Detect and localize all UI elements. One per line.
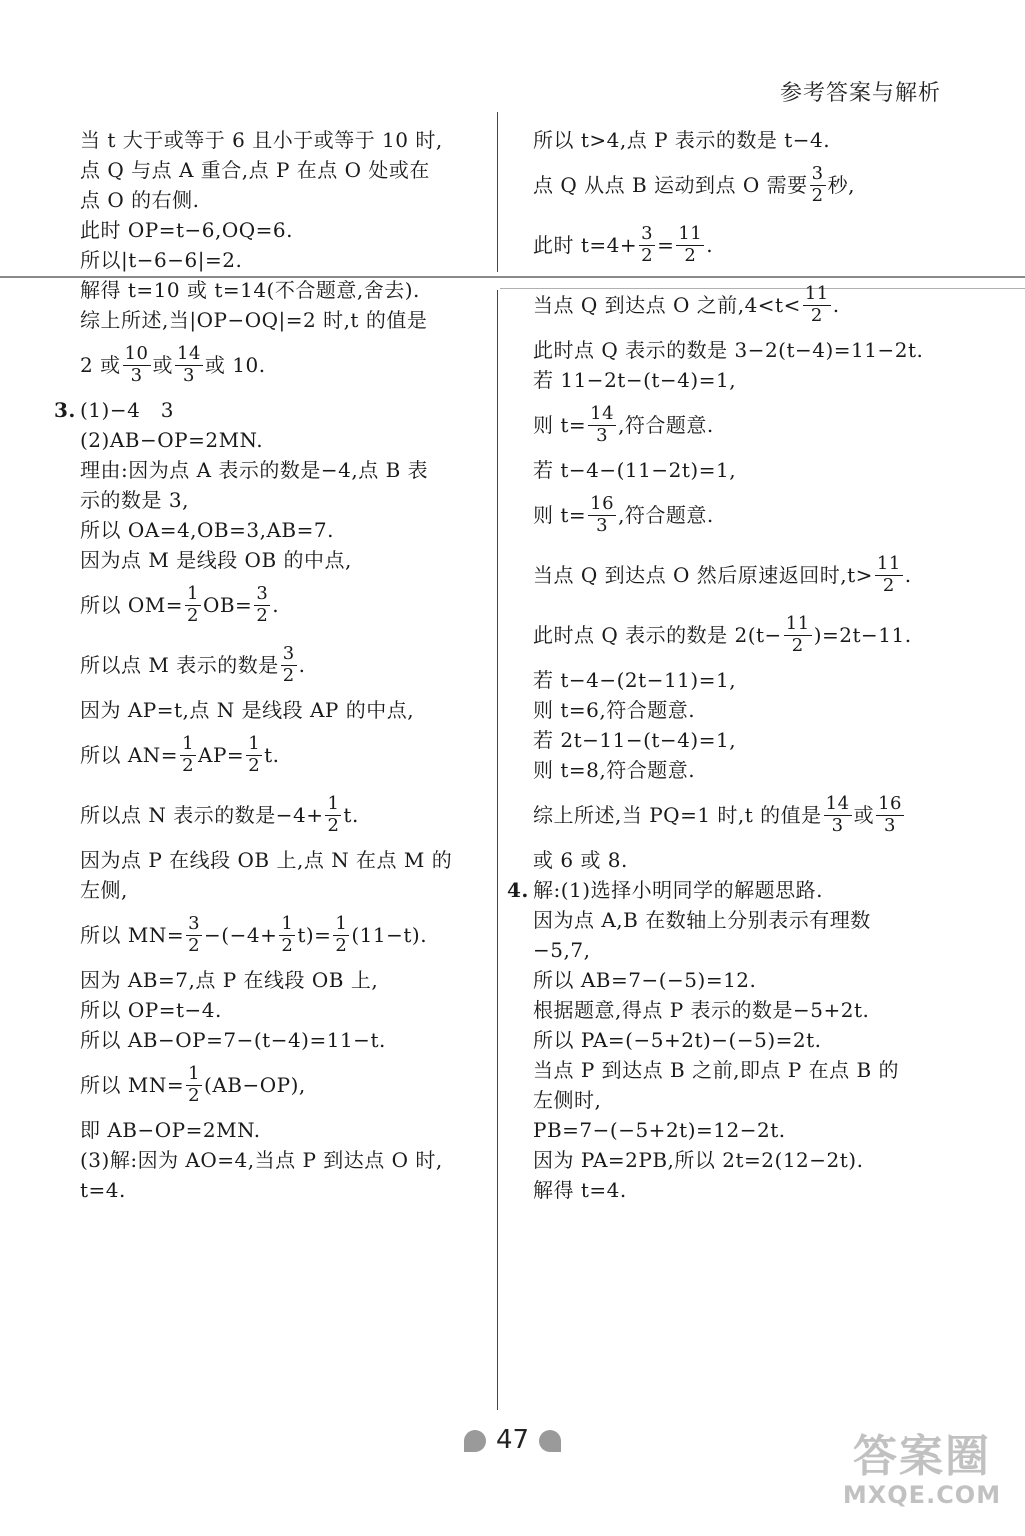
- answer-line: [533, 665, 953, 695]
- answer-line: [80, 725, 490, 785]
- fraction: [185, 584, 201, 626]
- line-text: 或: [853, 803, 875, 827]
- fraction: [175, 344, 203, 386]
- answer-line: [80, 965, 490, 995]
- fraction-denominator: 2: [188, 934, 201, 956]
- fraction-numerator: 1: [188, 1062, 201, 1084]
- answer-line: [533, 995, 953, 1025]
- line-text: 因为 AP=t,点 N 是线段 AP 的中点,: [80, 698, 415, 722]
- line-text: t.: [343, 803, 359, 827]
- answer-line: [80, 485, 490, 515]
- answer-line: [533, 155, 953, 215]
- answer-line: [533, 935, 953, 965]
- line-text: 则 t=: [533, 413, 587, 437]
- line-text: 因为 AB=7,点 P 在线段 OB 上,: [80, 968, 379, 992]
- answer-line: [533, 125, 953, 155]
- line-text: 因为 PA=2PB,所以 2t=2(12−2t).: [533, 1148, 864, 1172]
- fraction-denominator: 2: [327, 814, 340, 836]
- fraction: [588, 404, 616, 446]
- answer-line: [533, 965, 953, 995]
- line-text: 所以 OP=t−4.: [80, 998, 222, 1022]
- line-text: 若 2t−11−(t−4)=1,: [533, 728, 737, 752]
- fraction: [676, 224, 704, 266]
- watermark-bottom: MXQE.COM: [842, 1481, 1002, 1510]
- fraction-numerator: 11: [785, 612, 810, 634]
- fraction: [254, 584, 270, 626]
- fraction-numerator: 3: [188, 912, 201, 934]
- line-text: 或 6 或 8.: [533, 848, 628, 872]
- fraction-numerator: 1: [327, 792, 340, 814]
- answer-line: [533, 1145, 953, 1175]
- fraction: [246, 734, 262, 776]
- fraction: [784, 614, 812, 656]
- line-text: 所以点 M 表示的数是: [80, 653, 279, 677]
- answer-line: [80, 875, 490, 905]
- answer-line: [80, 905, 490, 965]
- page-number: 47: [495, 1425, 530, 1455]
- line-text: 则 t=: [533, 503, 587, 527]
- line-text: 所以 MN=: [80, 1073, 185, 1097]
- fraction-numerator: 10: [124, 342, 149, 364]
- line-text: .: [706, 233, 714, 257]
- answer-line: [80, 845, 490, 875]
- line-text: 所以 OA=4,OB=3,AB=7.: [80, 518, 334, 542]
- answer-line: [80, 1175, 490, 1205]
- answer-line: [80, 155, 490, 185]
- fraction-numerator: 14: [177, 342, 201, 364]
- line-text: (11−t).: [351, 923, 428, 947]
- fraction: [123, 344, 151, 386]
- answer-line: [533, 1055, 953, 1085]
- fraction-numerator: 14: [825, 792, 850, 814]
- fraction-numerator: 16: [590, 492, 615, 514]
- line-text: 左侧,: [80, 878, 128, 902]
- fraction: [588, 494, 616, 536]
- answer-line: [533, 545, 953, 605]
- line-text: 点 Q 从点 B 运动到点 O 需要: [533, 173, 808, 197]
- fraction: [325, 794, 341, 836]
- line-text: =: [657, 233, 675, 257]
- answer-line: [533, 1085, 953, 1115]
- line-text: 若 t−4−(11−2t)=1,: [533, 458, 737, 482]
- line-text: t.: [264, 743, 280, 767]
- fraction: [824, 794, 852, 836]
- line-text: 所以 PA=(−5+2t)−(−5)=2t.: [533, 1028, 822, 1052]
- answer-line: [507, 875, 953, 905]
- answer-line: [80, 575, 490, 635]
- answer-line: [80, 1145, 490, 1175]
- line-text: 综上所述,当|OP−OQ|=2 时,t 的值是: [80, 308, 428, 332]
- fraction: [180, 734, 196, 776]
- line-text: 此时 OP=t−6,OQ=6.: [80, 218, 293, 242]
- answer-line: [80, 1025, 490, 1055]
- line-text: PB=7−(−5+2t)=12−2t.: [533, 1118, 786, 1142]
- line-text: 或: [152, 353, 173, 377]
- fraction-denominator: 2: [882, 574, 895, 596]
- line-text: 因为点 A,B 在数轴上分别表示有理数: [533, 908, 871, 932]
- fraction: [803, 284, 831, 326]
- leaf-icon: [539, 1430, 561, 1452]
- fraction-denominator: 2: [248, 754, 261, 776]
- line-text: )=2t−11.: [813, 623, 912, 647]
- fraction-numerator: 11: [678, 222, 703, 244]
- fraction-numerator: 3: [811, 162, 824, 184]
- fraction-numerator: 1: [335, 912, 348, 934]
- right-column: [507, 125, 953, 1205]
- fraction-denominator: 2: [256, 604, 269, 626]
- answer-line: [533, 725, 953, 755]
- answer-line: [533, 365, 953, 395]
- answer-line: [80, 695, 490, 725]
- answer-line: [533, 695, 953, 725]
- fraction-denominator: 2: [684, 244, 697, 266]
- fraction-denominator: 2: [282, 664, 295, 686]
- line-text: 则 t=8,符合题意.: [533, 758, 696, 782]
- line-text: 解得 t=4.: [533, 1178, 627, 1202]
- line-text: (1)−4 3: [80, 398, 175, 422]
- line-text: 所以 AB=7−(−5)=12.: [533, 968, 757, 992]
- answer-line: [80, 455, 490, 485]
- line-text: t=4.: [80, 1178, 126, 1202]
- line-text: .: [272, 593, 280, 617]
- answer-line: [80, 1055, 490, 1115]
- line-text: 根据题意,得点 P 表示的数是−5+2t.: [533, 998, 870, 1022]
- fraction-numerator: 3: [641, 222, 654, 244]
- fraction-denominator: 2: [182, 754, 195, 776]
- line-text: 此时 t=4+: [533, 233, 638, 257]
- fraction-denominator: 3: [884, 814, 896, 836]
- line-text: (2)AB−OP=2MN.: [80, 428, 264, 452]
- line-text: 因为点 M 是线段 OB 的中点,: [80, 548, 352, 572]
- line-text: −5,7,: [533, 938, 591, 962]
- fraction-denominator: 3: [831, 814, 844, 836]
- line-text: 理由:因为点 A 表示的数是−4,点 B 表: [80, 458, 429, 482]
- fraction-denominator: 3: [182, 364, 195, 386]
- column-divider-lower: [497, 290, 498, 1410]
- fraction: [875, 554, 903, 596]
- fraction-denominator: 2: [791, 634, 804, 656]
- item-number: 3.: [54, 398, 76, 422]
- line-text: 当 t 大于或等于 6 且小于或等于 10 时,: [80, 128, 443, 152]
- fraction: [281, 644, 297, 686]
- line-text: 所以 OM=: [80, 593, 183, 617]
- fraction-denominator: 2: [187, 604, 199, 626]
- line-text: .: [904, 563, 912, 587]
- fraction: [186, 914, 202, 956]
- line-text: t)=: [297, 923, 332, 947]
- answer-line: [533, 1025, 953, 1055]
- watermark-logo: [833, 1433, 1011, 1528]
- line-text: 当点 Q 到达点 O 之前,4<t<: [533, 293, 801, 317]
- answer-line: [533, 455, 953, 485]
- answer-line: [80, 545, 490, 575]
- answer-line: [533, 785, 953, 845]
- line-text: 此时点 Q 表示的数是 3−2(t−4)=11−2t.: [533, 338, 924, 362]
- line-text: 所以 AN=: [80, 743, 179, 767]
- line-text: 2 或: [80, 353, 121, 377]
- line-text: 左侧时,: [533, 1088, 602, 1112]
- watermark-top: 答案圈: [853, 1431, 991, 1482]
- fraction-denominator: 2: [811, 184, 824, 206]
- answer-line: [533, 275, 953, 335]
- line-text: ,符合题意.: [618, 413, 714, 437]
- fraction: [279, 914, 295, 956]
- line-text: 因为点 P 在线段 OB 上,点 N 在点 M 的: [80, 848, 453, 872]
- item-number: 4.: [507, 878, 529, 902]
- fraction-numerator: 1: [187, 582, 199, 604]
- line-text: −(−4+: [204, 923, 278, 947]
- line-text: 解得 t=10 或 t=14(不合题意,舍去).: [80, 278, 420, 302]
- line-text: 当点 P 到达点 B 之前,即点 P 在点 B 的: [533, 1058, 900, 1082]
- answer-line: [80, 785, 490, 845]
- answer-line: [533, 335, 953, 365]
- answer-line: [533, 845, 953, 875]
- answer-line: [80, 185, 490, 215]
- fraction-numerator: 16: [878, 792, 902, 814]
- fraction-numerator: 1: [281, 912, 294, 934]
- line-text: 若 11−2t−(t−4)=1,: [533, 368, 737, 392]
- answer-line: [80, 515, 490, 545]
- line-text: 或 10.: [204, 353, 266, 377]
- answer-line: [533, 485, 953, 545]
- line-text: 示的数是 3,: [80, 488, 189, 512]
- fraction-denominator: 2: [641, 244, 654, 266]
- fraction-denominator: 2: [810, 304, 823, 326]
- line-text: (3)解:因为 AO=4,当点 P 到达点 O 时,: [80, 1148, 443, 1172]
- line-text: OB=: [202, 593, 253, 617]
- answer-line: [80, 215, 490, 245]
- line-text: 若 t−4−(2t−11)=1,: [533, 668, 737, 692]
- answer-line: [80, 995, 490, 1025]
- answer-line: [80, 425, 490, 455]
- fraction-numerator: 11: [876, 552, 901, 574]
- line-text: AP=: [198, 743, 245, 767]
- line-text: .: [832, 293, 840, 317]
- line-text: 即 AB−OP=2MN.: [80, 1118, 261, 1142]
- fraction-denominator: 2: [281, 934, 294, 956]
- fraction: [186, 1064, 202, 1106]
- line-text: 所以 MN=: [80, 923, 185, 947]
- left-column: [54, 125, 490, 1205]
- fraction: [333, 914, 349, 956]
- answer-line: [533, 605, 953, 665]
- leaf-icon: [464, 1430, 486, 1452]
- line-text: 秒,: [827, 173, 855, 197]
- fraction-denominator: 3: [596, 424, 609, 446]
- answer-line: [54, 395, 490, 425]
- fraction-numerator: 3: [256, 582, 269, 604]
- fraction-denominator: 3: [596, 514, 609, 536]
- fraction-denominator: 3: [130, 364, 143, 386]
- fraction-numerator: 1: [248, 732, 261, 754]
- answer-line: [533, 905, 953, 935]
- line-text: 点 Q 与点 A 重合,点 P 在点 O 处或在: [80, 158, 430, 182]
- fraction: [639, 224, 655, 266]
- fraction-numerator: 11: [804, 282, 829, 304]
- answer-line: [80, 245, 490, 275]
- page-header-title: 参考答案与解析: [779, 81, 941, 106]
- answer-line: [80, 305, 490, 335]
- fraction-numerator: 14: [590, 402, 615, 424]
- answer-line: [533, 215, 953, 275]
- line-text: 所以点 N 表示的数是−4+: [80, 803, 324, 827]
- line-text: 则 t=6,符合题意.: [533, 698, 696, 722]
- answer-line: [533, 755, 953, 785]
- answer-line: [533, 1115, 953, 1145]
- fraction-numerator: 1: [182, 732, 195, 754]
- line-text: 点 O 的右侧.: [80, 188, 200, 212]
- answer-line: [80, 125, 490, 155]
- line-text: 综上所述,当 PQ=1 时,t 的值是: [533, 803, 822, 827]
- fraction-denominator: 2: [335, 934, 348, 956]
- answer-line: [80, 275, 490, 305]
- answer-line: [80, 335, 490, 395]
- fraction-denominator: 2: [188, 1084, 201, 1106]
- line-text: 当点 Q 到达点 O 然后原速返回时,t>: [533, 563, 873, 587]
- answer-line: [533, 395, 953, 455]
- fraction: [876, 794, 904, 836]
- column-divider: [497, 112, 498, 272]
- line-text: .: [298, 653, 306, 677]
- line-text: ,符合题意.: [618, 503, 714, 527]
- line-text: 此时点 Q 表示的数是 2(t−: [533, 623, 782, 647]
- line-text: 解:(1)选择小明同学的解题思路.: [533, 878, 823, 902]
- answer-line: [533, 1175, 953, 1205]
- answer-line: [80, 635, 490, 695]
- fraction: [810, 164, 826, 206]
- line-text: 所以 t>4,点 P 表示的数是 t−4.: [533, 128, 831, 152]
- line-text: (AB−OP),: [204, 1073, 306, 1097]
- answer-line: [80, 1115, 490, 1145]
- line-text: 所以|t−6−6|=2.: [80, 248, 243, 272]
- line-text: 所以 AB−OP=7−(t−4)=11−t.: [80, 1028, 386, 1052]
- fraction-numerator: 3: [282, 642, 295, 664]
